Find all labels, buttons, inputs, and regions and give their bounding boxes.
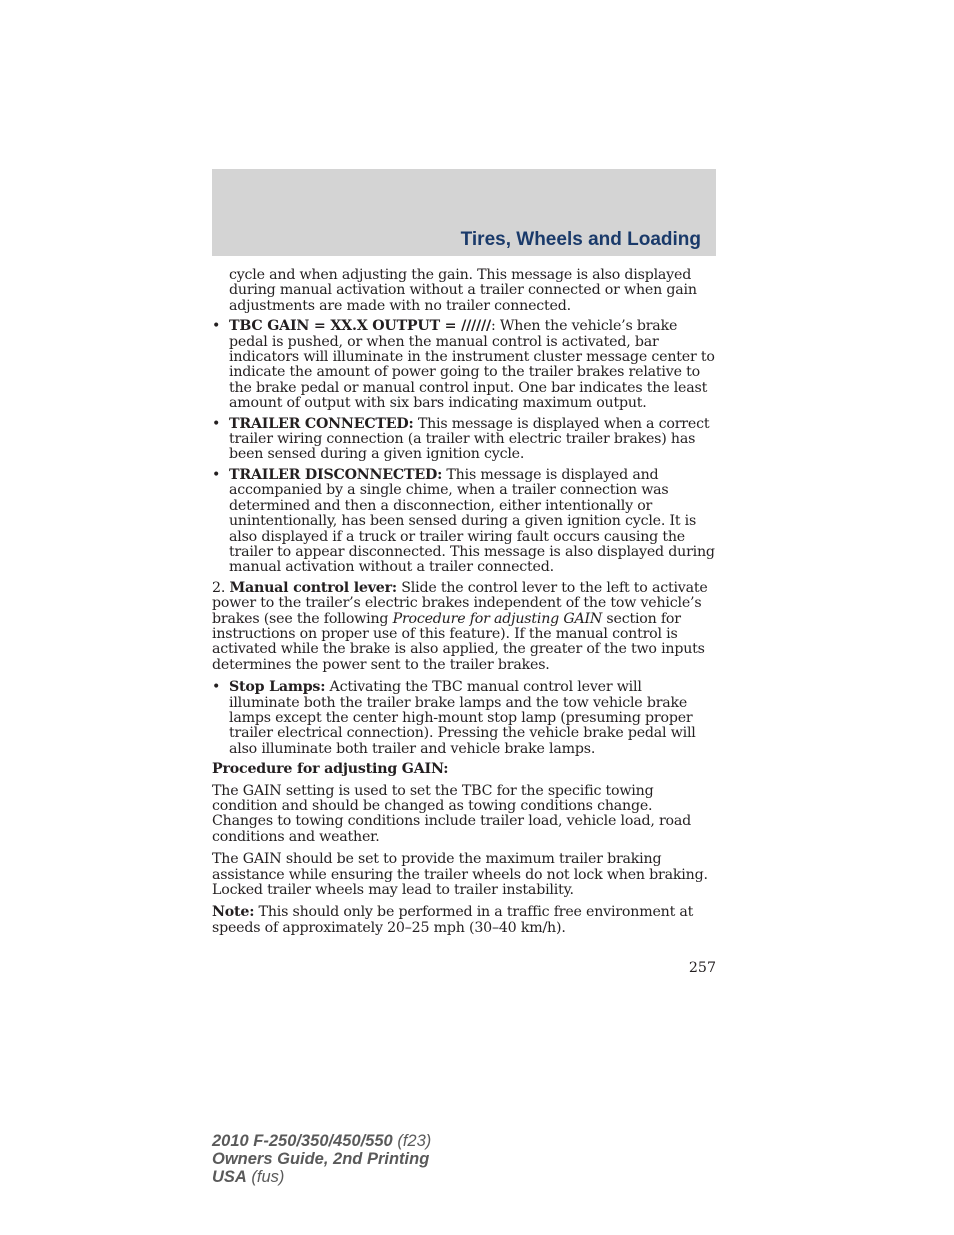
bullet-dot: • xyxy=(212,679,221,696)
footer-edition: Owners Guide, 2nd Printing xyxy=(212,1150,430,1168)
footer-region: USA xyxy=(212,1168,247,1186)
item-text: section for instructions on proper use of this feature). If the manual control is activated while the brake is also applied, the greater of the two inputs determines the power sent to the trailer brakes. xyxy=(212,610,705,673)
bullet-text: This message is displayed when a correct trailer wiring connection (a trailer with electric trailer brakes) has been sensed during a given ignition cycle. xyxy=(229,415,710,463)
section-title: Tires, Wheels and Loading xyxy=(460,229,701,250)
paragraph: The GAIN setting is used to set the TBC for the specific towing condition and should be changed as towing conditions change. Changes to towing conditions include trailer load, vehicle load, road conditions and weather. xyxy=(212,782,692,845)
note-text: This should only be performed in a traffic free environment at speeds of approximately 20–25 mph (30–40 km/h). xyxy=(212,904,694,936)
document-footer xyxy=(212,1132,431,1186)
procedure-heading: Procedure for adjusting GAIN: xyxy=(212,761,449,778)
footer-model: 2010 F-250/350/450/550 xyxy=(212,1132,393,1150)
bullet-trailer-connected xyxy=(212,417,716,463)
bullet-dot: • xyxy=(212,466,221,483)
bullet-term: TRAILER CONNECTED: xyxy=(229,415,414,432)
bullet-term: TBC GAIN = XX.X OUTPUT = ////// xyxy=(229,318,491,335)
footer-region-code: (fus) xyxy=(246,1168,285,1186)
item-term: Manual control lever: xyxy=(229,579,397,596)
bullet-dot: • xyxy=(212,318,221,335)
footer-line-model xyxy=(212,1132,431,1150)
bullet-term: TRAILER DISCONNECTED: xyxy=(229,466,443,483)
page-body xyxy=(212,268,716,943)
section-reference: Procedure for adjusting GAIN xyxy=(392,610,603,627)
bullet-text: This message is displayed and accompanied by a single chime, when a trailer connection was determined and then a disconnection, either intentionally or unintentionally, has been sensed during a given ignition cycle. It is also displayed if a truck or trailer wiring fault occurs causing the trailer to appear disconnected. This message is also displayed during manual activation without a trailer connected. xyxy=(229,466,715,576)
paragraph: The GAIN should be set to provide the maximum trailer braking assistance while ensuring the trailer wheels do not lock when braking. Locked trailer wheels may lead to trailer instability. xyxy=(212,851,708,899)
item-text: Slide the control lever to the left to activate power to the trailer’s electric brakes independent of the tow vehicle’s brakes (see the following xyxy=(212,579,708,627)
bullet-stop-lamps xyxy=(212,680,716,757)
section-header-band xyxy=(212,169,716,256)
bullet-tbc-gain xyxy=(212,319,716,411)
bullet-trailer-disconnected xyxy=(212,468,716,576)
bullet-term: Stop Lamps: xyxy=(229,679,326,696)
manual-control-lever-item xyxy=(212,581,716,673)
page-number: 257 xyxy=(688,960,716,976)
continued-text: cycle and when adjusting the gain. This message is also displayed during manual activation without a trailer connected or when gain adjustments are made with no trailer connected. xyxy=(229,267,697,314)
footer-line-edition xyxy=(212,1150,431,1168)
bullet-text: Activating the TBC manual control lever will illuminate both the trailer brake lamps and the tow vehicle brake lamps except the center high-mount stop lamp (presuming proper trailer electrical connection). Pressing the vehicle brake pedal will also illuminate both trailer and vehicle brake lamps. xyxy=(229,679,696,757)
bullet-dot: • xyxy=(212,415,221,432)
bullet-text: : When the vehicle’s brake pedal is pushed, or when the manual control is activated, bar indicators will illuminate in the instrument cluster message center to indicate the amount of power going to the trailer brakes relative to the brake pedal or manual control input. One bar indicates the least amount of output with six bars indicating maximum output. xyxy=(229,318,715,412)
footer-line-region xyxy=(212,1168,431,1186)
note-paragraph xyxy=(212,905,716,936)
item-number: 2. xyxy=(212,579,230,596)
note-label: Note: xyxy=(212,904,255,921)
footer-model-code: (f23) xyxy=(392,1132,432,1150)
